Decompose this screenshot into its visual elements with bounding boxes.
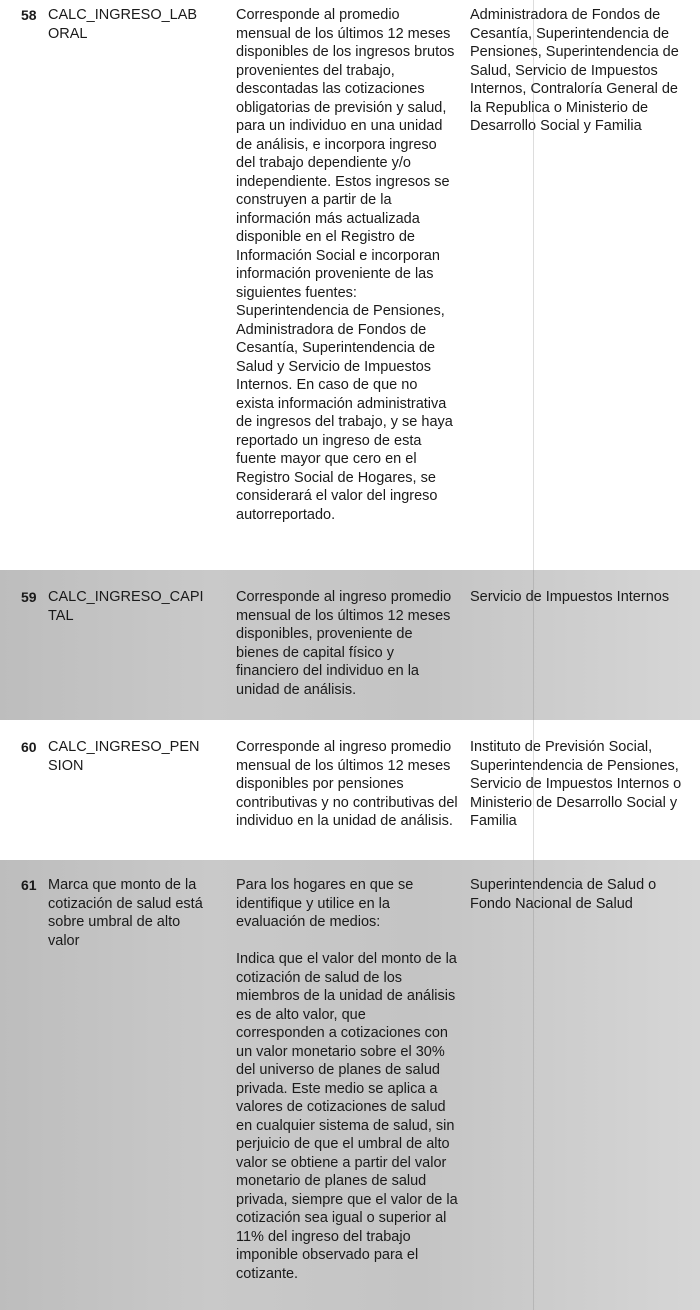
row-number: 58 <box>21 7 37 23</box>
paragraph-gap <box>236 932 458 951</box>
variable-name: CALC_INGRESO_PENSION <box>48 739 200 774</box>
variable-source: Instituto de Previsión Social, Superintendencia de Pensiones, Servicio de Impuestos Internos o Ministerio de Desarrollo Social y Familia <box>470 739 682 829</box>
variable-description: Indica que el valor del monto de la cotización de salud de los miembros de la unidad de análisis es de alto valor, que corresponden a cotizaciones con un valor monetario sobre el 30% del universo de planes de salud privada. Este medio se aplica a valores de cotizaciones de salud en cualquier sistema de salud, sin perjuicio de que el umbral de alto valor se obtiene a partir del valor monetario de planes de salud privada, siempre que el valor de la cotización sea igual o superior al 11% del ingreso del trabajo imponible observado para el cotizante. <box>236 951 458 1282</box>
table-row-61 <box>0 860 700 1310</box>
variable-source: Superintendencia de Salud o Fondo Nacional de Salud <box>470 877 657 912</box>
variable-description: Corresponde al ingreso promedio mensual de los últimos 12 meses disponibles, proveniente de bienes de capital físico y financiero del individuo en la unidad de análisis. <box>236 589 452 698</box>
variable-name: CALC_INGRESO_LABORAL <box>48 7 198 42</box>
row-number: 61 <box>21 877 37 893</box>
table-row-58 <box>0 0 700 570</box>
scan-column-line <box>533 0 534 1310</box>
variable-description: Corresponde al ingreso promedio mensual de los últimos 12 meses disponibles por pensiones contributivas y no contributivas del individuo en la unidad de análisis. <box>236 739 458 829</box>
variable-name: CALC_INGRESO_CAPITAL <box>48 589 204 624</box>
row-number: 59 <box>21 589 37 605</box>
variable-description-intro: Para los hogares en que se identifique y utilice en la evaluación de medios: <box>236 877 414 930</box>
variable-source: Administradora de Fondos de Cesantía, Superintendencia de Pensiones, Superintendencia de Salud, Servicio de Impuestos Internos, Contraloría General de la Republica o Ministerio de Desarrollo Social y Familia <box>470 7 679 134</box>
variable-source: Servicio de Impuestos Internos <box>470 589 670 605</box>
variable-description: Corresponde al promedio mensual de los últimos 12 meses disponibles de los ingresos brutos provenientes del trabajo, descontadas las cotizaciones obligatorias de previsión y salud, para un individuo en una unidad de análisis, e incorpora ingreso del trabajo dependiente y/o independiente. Estos ingresos se construyen a partir de la información más actualizada disponible en el Registro de Información Social e incorporan información proveniente de las siguientes fuentes: Superintendencia de Pensiones, Administradora de Fondos de Cesantía, Superintendencia de Salud y Servicio de Impuestos Internos. En caso de que no exista información administrativa de ingresos del trabajo, y se haya reportado un ingreso de esta fuente mayor que cero en el Registro Social de Hogares, se considerará el valor del ingreso autorreportado. <box>236 7 455 523</box>
variable-name: Marca que monto de la cotización de salud está sobre umbral de alto valor <box>48 877 203 949</box>
variable-description-block <box>236 876 458 1283</box>
table-row-59 <box>0 570 700 720</box>
row-number: 60 <box>21 739 37 755</box>
table-row-60 <box>0 720 700 860</box>
